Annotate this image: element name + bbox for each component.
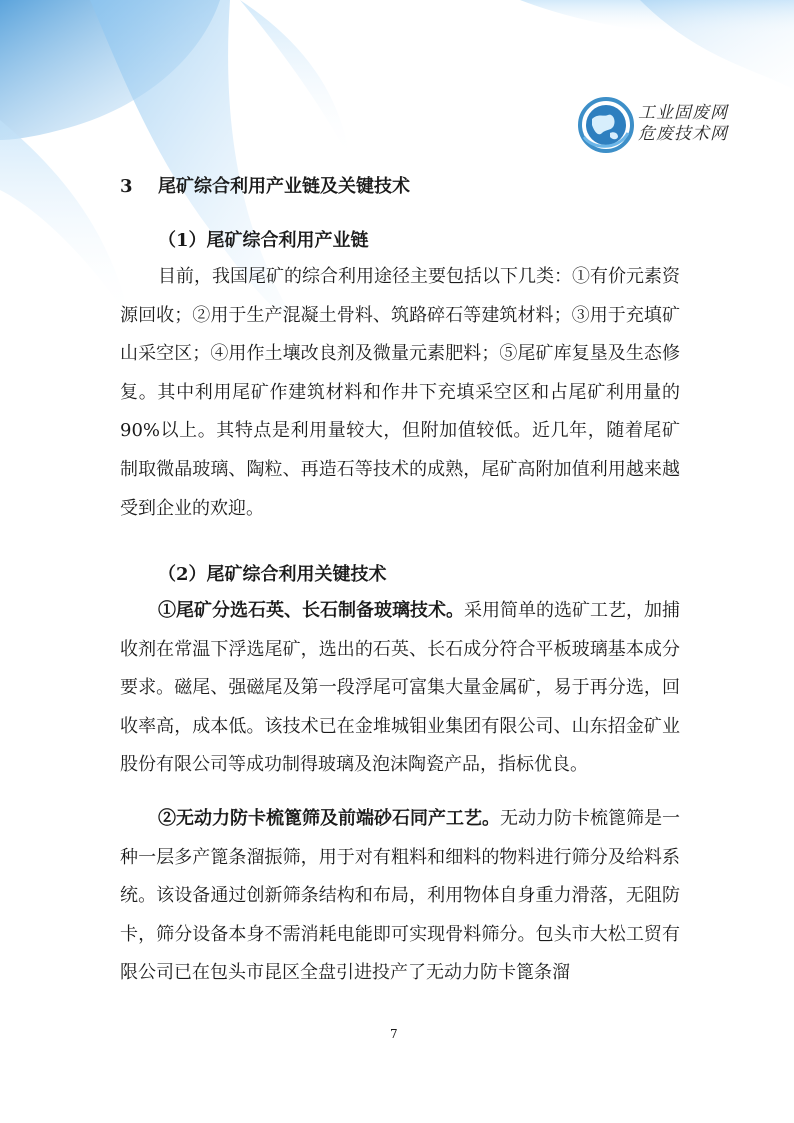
page-number: 7	[390, 1027, 398, 1041]
paragraph-industry-chain: 目前，我国尾矿的综合利用途径主要包括以下几类：①有价元素资源回收；②用于生产混凝土骨料、筑路碎石等建筑材料；③用于充填矿山采空区；④用作土壤改良剂及微量元素肥料；⑤尾矿库复垦及生态修复。其中利用尾矿作建筑材料和作井下充填采空区和占尾矿利用量的90%以上。其特点是利用量较大，但附加值较低。近几年，随着尾矿制取微晶玻璃、陶粒、再造石等技术的成熟，尾矿高附加值利用越来越受到企业的欢迎。	[120, 266, 680, 519]
section-title: 尾矿综合利用产业链及关键技术	[158, 176, 410, 197]
logo-line-2: 危废技术网	[638, 124, 728, 144]
leaf-shape	[240, 0, 350, 160]
subsection-heading-2: （2）尾矿综合利用关键技术	[158, 564, 387, 585]
site-logo	[578, 97, 728, 159]
section-number: 3	[120, 176, 133, 197]
technique-1-lead: ①尾矿分选石英、长石制备玻璃技术。	[158, 600, 464, 621]
technique-2-body: 无动力防卡梳篦筛是一种一层多产篦条溜振筛，用于对有粗料和细料的物料进行筛分及给料系统。该设备通过创新筛条结构和布局，利用物体自身重力滑落，无阻防卡，筛分设备本身不需消耗电能即可实现骨料筛分。包头市大松工贸有限公司已在包头市昆区全盘引进投产了无动力防卡篦条溜	[120, 808, 680, 984]
subsection-heading-1: （1）尾矿综合利用产业链	[158, 230, 369, 251]
logo-line-1: 工业固废网	[638, 103, 728, 123]
paragraph-technique-2	[120, 800, 680, 993]
leaf-shape	[640, 0, 794, 90]
leaf-shape	[0, 120, 130, 320]
technique-1-body: 采用简单的选矿工艺，加捕收剂在常温下浮选尾矿，选出的石英、长石成分符合平板玻璃基本成分要求。磁尾、强磁尾及第一段浮尾可富集大量金属矿，易于再分选，回收率高，成本低。该技术已在金堆城钼业集团有限公司、山东招金矿业股份有限公司等成功制得玻璃及泡沫陶瓷产品，指标优良。	[120, 600, 680, 776]
section-heading	[120, 172, 410, 198]
globe-icon	[578, 97, 634, 153]
paragraph-technique-1	[120, 592, 680, 785]
technique-2-lead: ②无动力防卡梳篦筛及前端砂石同产工艺。	[158, 808, 500, 829]
